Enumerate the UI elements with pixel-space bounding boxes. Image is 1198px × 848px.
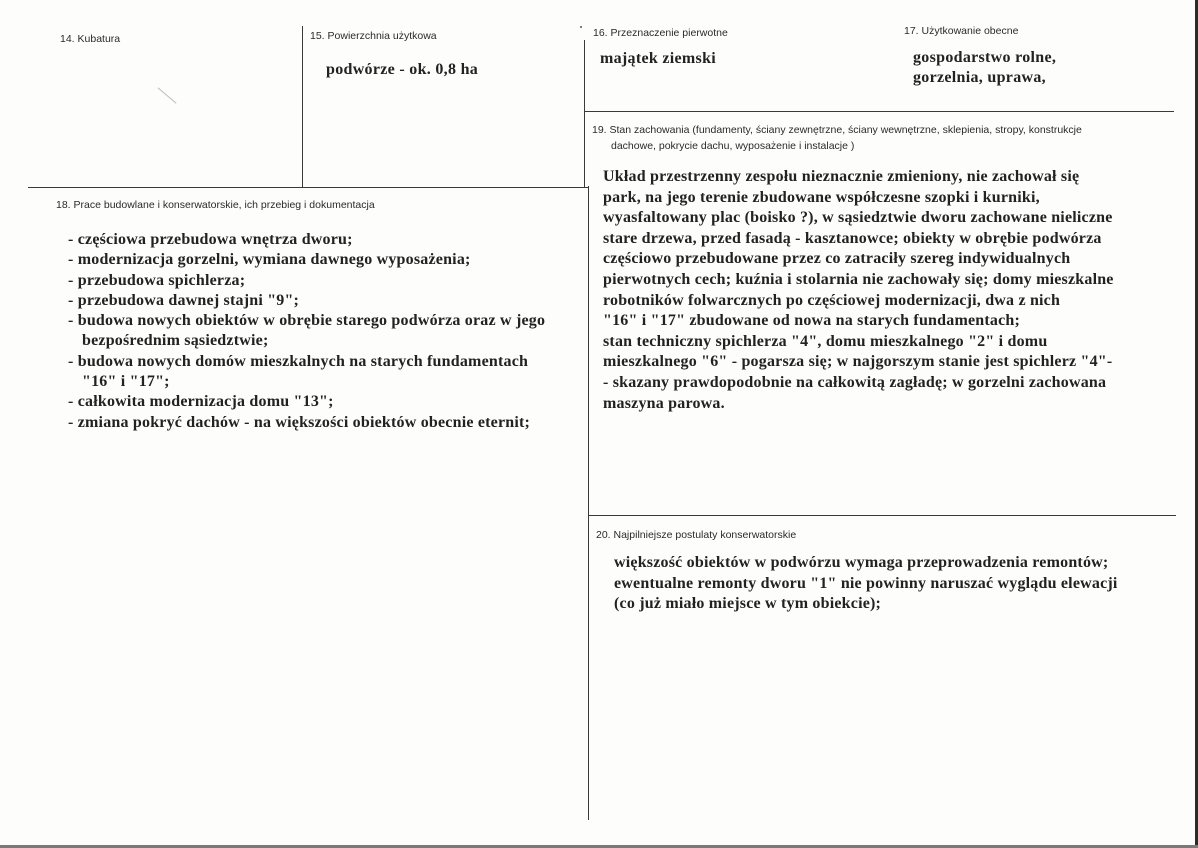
text-line: Układ przestrzenny zespołu nieznacznie zmieniony, nie zachował się: [603, 168, 1080, 185]
list-item: - całkowita modernizacja domu "13";: [68, 393, 334, 411]
text-line: ewentualne remonty dworu "1" nie powinny naruszać wyglądu elewacji: [614, 574, 1118, 592]
text-line: wyasfaltowany plac (boisko ?), w sąsiedztwie dworu zachowane nieliczne: [603, 209, 1113, 227]
text-line: park, na jego terenie zbudowane współczesne szopki i kurniki,: [603, 188, 1040, 206]
list-item: - przebudowa spichlerza;: [68, 271, 246, 289]
field-19-label-line-1: 19. Stan zachowania (fundamenty, ściany zewnętrzne, ściany wewnętrzne, sklepienia, stropy, konstrukcje: [592, 124, 1082, 136]
field-18-label: 18. Prace budowlane i konserwatorskie, ich przebieg i dokumentacja: [56, 199, 375, 211]
text-line: robotników folwarcznych po częściowej modernizacji, dwa z nich: [603, 291, 1061, 309]
list-item: - modernizacja gorzelni, wymiana dawnego wyposażenia;: [68, 251, 471, 269]
divider-row1-right: [584, 111, 1174, 112]
text-line: (co już miało miejsce w tym obiekcie);: [614, 595, 882, 613]
field-20-label: 20. Najpilniejsze postulaty konserwatorskie: [596, 529, 797, 541]
text-line: stare drzewa, przed fasadą - kasztanowce; obiekty w obrębie podwórza: [603, 229, 1102, 247]
list-item: - budowa nowych domów mieszkalnych na starych fundamentach: [68, 352, 529, 370]
text-line: częściowo przebudowane przez co zatraciły szereg indywidualnych: [603, 250, 1071, 268]
field-16-label: 16. Przeznaczenie pierwotne: [593, 27, 728, 39]
divider-19-20: [588, 515, 1176, 516]
field-15-value: podwórze - ok. 0,8 ha: [326, 61, 479, 78]
list-item: - częściowa przebudowa wnętrza dworu;: [68, 231, 353, 248]
field-19-label-line-2: dachowe, pokrycie dachu, wyposażenie i instalacje ): [611, 140, 855, 152]
text-line: pierwotnych cech; kuźnia i stolarnia nie zachowały się; domy mieszkalne: [603, 270, 1114, 288]
field-19-text: [603, 167, 1114, 414]
divider-center: [588, 186, 589, 820]
text-line: większość obiektów w podwórzu wymaga przeprowadzenia remontów;: [614, 554, 1109, 571]
text-line: maszyna parowa.: [603, 394, 725, 412]
divider-14-15: [302, 26, 303, 188]
list-item: - zmiana pokryć dachów - na większości obiektów obecnie eternit;: [68, 413, 531, 431]
text-line: stan techniczny spichlerza "4", domu mieszkalnego "2" i domu: [603, 332, 1048, 350]
divider-15-16: [584, 40, 585, 188]
list-item: - budowa nowych obiektów w obrębie starego podwórza oraz w jego: [68, 312, 546, 330]
field-14-label: 14. Kubatura: [60, 33, 121, 45]
field-15-label: 15. Powierzchnia użytkowa: [310, 30, 437, 42]
text-line: mieszkalnego "6" - pogarsza się; w najgorszym stanie jest spichlerz "4"-: [603, 353, 1113, 371]
field-17-line-2: gorzelnia, uprawa,: [913, 69, 1046, 86]
field-18-list: [68, 230, 545, 433]
list-item: - przebudowa dawnej stajni "9";: [68, 291, 300, 309]
pencil-mark: [157, 87, 176, 103]
field-16-value: majątek ziemski: [600, 50, 717, 67]
field-20-text: [614, 553, 1118, 615]
scan-speck: [580, 26, 582, 28]
field-17-label: 17. Użytkowanie obecne: [904, 25, 1019, 37]
list-item-continuation: bezpośrednim sąsiedztwie;: [82, 332, 269, 350]
divider-row1-left: [28, 187, 588, 188]
text-line: - skazany prawdopodobnie na całkowitą zagładę; w gorzelni zachowana: [603, 373, 1107, 391]
text-line: "16" i "17" zbudowane od nowa na starych fundamentach;: [603, 312, 1021, 330]
field-17-line-1: gospodarstwo rolne,: [913, 49, 1057, 66]
list-item-continuation: "16" i "17";: [82, 373, 170, 391]
